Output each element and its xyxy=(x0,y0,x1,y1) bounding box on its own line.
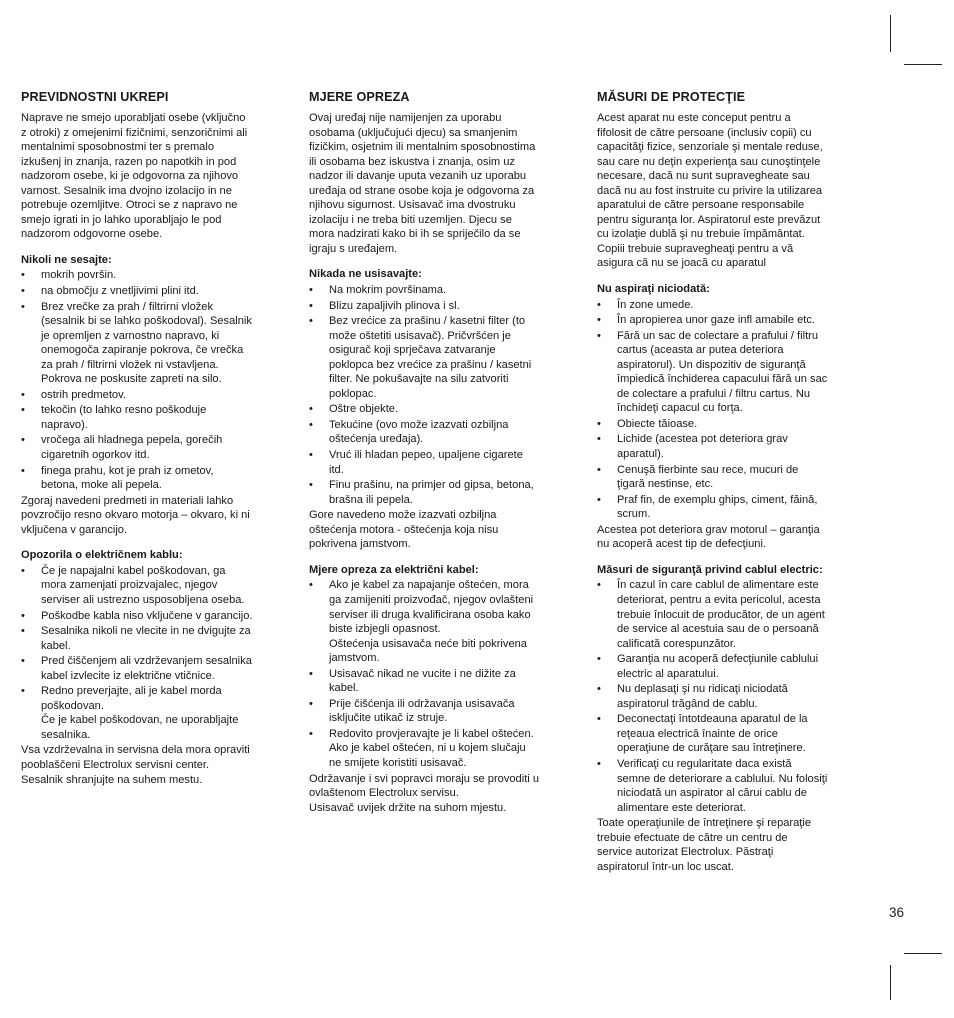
text-line: dacă nu au fost instruite cu privire la utilizarea xyxy=(597,184,823,197)
text-line: itd. xyxy=(329,463,344,476)
text-line: smejo igrati in jo lahko uporabljajo le pod xyxy=(21,213,222,226)
list-item xyxy=(21,268,283,283)
text-line: trebuie înlocuit de producător, de un agent xyxy=(617,608,825,621)
text-line: operaţiune de curăţare sau întreţinere. xyxy=(617,742,806,755)
text-line: filter. Ne pokušavajte na silu zatvoriti xyxy=(329,373,509,386)
text-line: ovlaštenom Electrolux servisu. xyxy=(309,787,459,800)
subsection-heading: Măsuri de siguranţă privind cablul electric: xyxy=(597,563,823,576)
text-line: • Verificaţi cu regularitate daca există xyxy=(617,757,792,770)
text-line: pokrivena jamstvom. xyxy=(309,538,411,551)
text-line: de colectare a prafului / filtru cartus. Nu xyxy=(617,387,810,400)
text-line: igraju s uređajem. xyxy=(309,242,398,255)
text-line: cu izolaţie dublă şi nu trebuie împământat. xyxy=(597,228,805,241)
note-paragraph xyxy=(21,743,283,787)
list-item xyxy=(309,727,571,771)
text-line: • Finu prašinu, na primjer od gipsa, betona, xyxy=(329,479,534,492)
text-line: poklopac. xyxy=(329,387,377,400)
list-item xyxy=(597,432,859,461)
list-item xyxy=(21,684,283,742)
text-line: kabel. xyxy=(41,639,71,652)
text-line: osobama (uključujući djecu) sa smanjenim xyxy=(309,126,518,139)
text-line: de service al acestuia sau de o persoană xyxy=(617,623,819,636)
list-item xyxy=(309,299,571,314)
text-line: trebuie efectuate de către un centru de xyxy=(597,831,788,844)
text-line: alimentare este deteriorat. xyxy=(617,801,746,814)
intro-paragraph xyxy=(597,111,859,271)
text-line: • Praf fin, de exemplu ghips, ciment, făină, xyxy=(617,493,818,506)
text-line: kabel. xyxy=(329,682,359,695)
text-line: njihovu sigurnost. Usisavač ima dvostruku xyxy=(309,199,516,212)
text-line: • Sesalnika nikoli ne vlecite in ne dvigujte za xyxy=(41,625,251,638)
text-line: • Fără un sac de colectare a prafului / filtru xyxy=(617,329,819,342)
note-paragraph xyxy=(21,494,283,538)
text-line: kabel izvlecite iz električne vtičnice. xyxy=(41,669,215,682)
text-line: • mokrih površin. xyxy=(41,269,117,282)
crop-mark-bottom-horizontal xyxy=(904,953,942,954)
list-item xyxy=(309,283,571,298)
text-line: • Vruć ili hladan pepeo, upaljene cigarete xyxy=(329,449,523,462)
text-line: aspiratorul într-un loc uscat. xyxy=(597,860,734,873)
text-line: • Poškodbe kabla niso vključene v garancijo. xyxy=(41,609,253,622)
list-item xyxy=(309,478,571,507)
text-line: biste izbjegli opasnost. xyxy=(329,623,441,636)
note-paragraph xyxy=(597,816,859,874)
text-line: uređaja od strane osobe koja je odgovorna za xyxy=(309,184,535,197)
subsection-heading: Nu aspiraţi niciodată: xyxy=(597,283,710,296)
text-line: • Prije čišćenja ili održavanja usisavača xyxy=(329,697,515,710)
text-line: Naprave ne smejo uporabljati osebe (vključno xyxy=(21,112,246,124)
note-paragraph xyxy=(597,523,859,552)
text-line: • Blizu zapaljivih plinova i sl. xyxy=(329,299,460,312)
list-item xyxy=(21,564,283,608)
text-line: • finega prahu, kot je prah iz ometov, xyxy=(41,464,214,477)
page-number: 36 xyxy=(889,905,905,920)
text-line: mentalnimi sposobnostmi ter s premalo xyxy=(21,141,214,154)
list-item xyxy=(21,624,283,653)
bullet-list xyxy=(597,578,859,815)
text-line: mora nadzirati kako bi ih se spriječilo da se xyxy=(309,228,521,241)
text-line: • Brez vrečke za prah / filtrirni vložek xyxy=(41,300,214,313)
text-line: • Tekućine (ovo može izazvati ozbiljna xyxy=(329,418,509,431)
text-line: z otroki) z omejenimi fizičnimi, senzoričnimi ali xyxy=(21,126,248,139)
section-title: MJERE OPREZA xyxy=(309,90,410,104)
text-line: mora zamenjati proizvajalec, njegov xyxy=(41,579,218,592)
list-item xyxy=(309,667,571,696)
text-line: • În cazul în care cablul de alimentare este xyxy=(617,579,819,592)
text-line: • Bez vrećice za prašinu / kasetni filter (to xyxy=(329,315,526,328)
text-line: ne smijete koristiti usisavač. xyxy=(329,756,467,769)
text-line: Vsa vzdrževalna in servisna dela mora opraviti xyxy=(21,744,250,757)
list-item xyxy=(309,402,571,417)
list-item xyxy=(309,418,571,447)
text-line: ili osobama bez iskustva i znanja, osim uz xyxy=(309,155,515,168)
list-item xyxy=(597,417,859,432)
crop-mark-top-horizontal xyxy=(904,64,942,65)
text-line: isključite utikač iz struje. xyxy=(329,712,448,725)
text-line: brašna ili pepela. xyxy=(329,493,413,506)
text-line: ga zamijeniti proizvođač, njegov ovlašteni xyxy=(329,593,534,606)
text-line: izkušenj in znanja, razen po napotkih in pod xyxy=(21,155,237,168)
text-line: nadzor ili davanje uputa vezanih uz uporabu xyxy=(309,170,527,183)
text-line: osigurač koji sprječava zatvaranje xyxy=(329,344,496,357)
text-line: Zgoraj navedeni predmeti in materiali lahko xyxy=(21,494,234,507)
list-item xyxy=(597,682,859,711)
text-line: aspiratorul). Un dispozitiv de siguranţă xyxy=(617,358,806,371)
text-line: • Cenuşă fierbinte sau rece, mucuri de xyxy=(617,463,799,476)
bullet-list xyxy=(597,298,859,522)
text-line: oštećenja motora - oštećenja koja nisu xyxy=(309,523,499,536)
text-line: onemogoča zapiranje pokrova, če vrečka xyxy=(41,344,244,357)
text-line: varnost. Sesalnik ima dvojno izolacijo in ne xyxy=(21,184,232,197)
list-item xyxy=(21,654,283,683)
spacer xyxy=(597,552,859,563)
list-item xyxy=(597,578,859,651)
text-line: cartus (aceasta ar putea deteriora xyxy=(617,344,784,357)
list-item xyxy=(21,464,283,493)
list-item xyxy=(597,298,859,313)
text-line: • Ako je kabel za napajanje oštećen, mora xyxy=(329,579,529,592)
text-line: semne de deteriorare a cablului. Nu folosiţi xyxy=(617,772,828,785)
bullet-list xyxy=(21,268,283,492)
spacer xyxy=(309,552,571,563)
column-slovenian xyxy=(21,90,283,787)
list-item xyxy=(21,403,283,432)
note-paragraph xyxy=(309,772,571,816)
text-line: • na območju z vnetljivimi plini itd. xyxy=(41,285,199,298)
text-line: pentru siguranţa lor. Aspiratorul este prevăzut xyxy=(597,213,821,226)
text-line: • Na mokrim površinama. xyxy=(329,284,447,297)
intro-paragraph xyxy=(21,111,283,242)
bullet-list xyxy=(309,283,571,507)
text-line: Acestea pot deteriora grav motorul – garanţia xyxy=(597,523,820,536)
text-line: • Če je napajalni kabel poškodovan, ga xyxy=(41,564,226,577)
spacer xyxy=(597,271,859,282)
text-line: za prah / filtrirni vložek ni vstavljena. xyxy=(41,358,219,371)
text-line: sau care nu deţin experienţa sau cunoştinţele xyxy=(597,155,821,168)
list-item xyxy=(21,609,283,624)
text-line: Pokrova ne poskusite zapreti na silo. xyxy=(41,373,222,386)
text-line: fifolosit de către persoane (inclusiv copii) cu xyxy=(597,126,812,139)
text-line: jamstvom. xyxy=(329,652,380,665)
text-line: Usisavač uvijek držite na suhom mjestu. xyxy=(309,801,507,814)
text-line: Acest aparat nu este conceput pentru a xyxy=(597,112,791,124)
text-line: Toate operaţiunile de întreţinere şi reparaţie xyxy=(597,817,811,830)
text-line: povzročijo resno okvaro motorja – okvaro, ki ni xyxy=(21,509,250,522)
text-line: • În apropierea unor gaze infl amabile etc. xyxy=(617,314,815,327)
list-item xyxy=(597,329,859,416)
text-line: nadzorom osebe, ki je odgovorna za njihovo xyxy=(21,170,239,183)
text-line: izolaciju i ne treba biti uzemljen. Djecu se xyxy=(309,213,512,226)
text-line: • Obiecte tăioase. xyxy=(617,417,698,430)
text-line: oštećenja uređaja). xyxy=(329,433,424,446)
text-line: reţeaua electrică înainte de orice xyxy=(617,727,778,740)
text-line: napravo). xyxy=(41,418,88,431)
text-line: nu acoperă acest tip de defecţiuni. xyxy=(597,538,766,551)
text-line: • vročega ali hladnega pepela, gorečih xyxy=(41,434,223,447)
text-line: (sesalnik bi se lahko poškodoval). Sesalnik xyxy=(41,315,252,328)
text-line: ţigară nestinse, etc. xyxy=(617,478,714,491)
list-item xyxy=(309,314,571,401)
text-line: • Pred čiščenjem ali vzdrževanjem sesalnika xyxy=(41,655,252,668)
text-line: • Usisavač nikad ne vucite i ne dižite za xyxy=(329,667,516,680)
text-line: • Redno preverjajte, ali je kabel morda xyxy=(41,685,222,698)
text-line: calificată corespunzător. xyxy=(617,637,737,650)
list-item xyxy=(21,284,283,299)
text-line: aspiratorul trăgând de cablu. xyxy=(617,697,758,710)
text-line: împiedică închiderea capacului fără un sac xyxy=(617,373,828,386)
text-line: asigura că nu se joacă cu aparatul xyxy=(597,257,766,270)
text-line: capacităţi fizice, senzoriale şi mentale reduse, xyxy=(597,141,823,154)
text-line: • tekočin (to lahko resno poškoduje xyxy=(41,404,207,417)
text-line: • Nu deplasaţi şi nu ridicaţi niciodată xyxy=(617,683,788,696)
text-line: • În zone umede. xyxy=(617,298,694,311)
text-line: Oštećenja usisavača neće biti pokrivena xyxy=(329,637,527,650)
text-line: închideţi capacul cu forţa. xyxy=(617,402,743,415)
spacer xyxy=(21,537,283,548)
text-line: pooblaščeni Electrolux servisni center. xyxy=(21,758,210,771)
column-romanian xyxy=(597,90,859,874)
text-line: • Redovito provjeravajte je li kabel oštećen. xyxy=(329,727,534,740)
text-line: • Lichide (acestea pot deteriora grav xyxy=(617,433,788,446)
list-item xyxy=(21,388,283,403)
text-line: cigaretnih ogorkov itd. xyxy=(41,449,150,462)
text-line: potrebuje ozemljitve. Otroci se z napravo ne xyxy=(21,199,238,212)
column-croatian xyxy=(309,90,571,815)
text-line: nadzorom odgovorne osebe. xyxy=(21,228,163,241)
list-item xyxy=(597,493,859,522)
list-item xyxy=(597,463,859,492)
subsection-heading: Opozorila o električnem kablu: xyxy=(21,549,183,562)
intro-paragraph xyxy=(309,111,571,256)
spacer xyxy=(309,256,571,267)
note-paragraph xyxy=(309,508,571,552)
text-line: • Garanţia nu acoperă defecţiunile cablului xyxy=(617,653,819,666)
bullet-list xyxy=(309,578,571,770)
text-line: Gore navedeno može izazvati ozbiljna xyxy=(309,509,497,522)
text-line: poškodovan. xyxy=(41,699,104,712)
text-line: • Oštre objekte. xyxy=(329,403,399,416)
text-line: vključena v garancijo. xyxy=(21,523,128,536)
text-line: fizičkim, osjetnim ili mentalnim sposobnostima xyxy=(309,141,536,154)
text-line: Če je kabel poškodovan, ne uporabljajte xyxy=(41,714,239,727)
text-line: Copiii trebuie supravegheaţi pentru a vă xyxy=(597,242,794,255)
list-item xyxy=(309,578,571,665)
subsection-heading: Nikada ne usisavajte: xyxy=(309,268,422,281)
list-item xyxy=(309,697,571,726)
subsection-heading: Mjere opreza za električni kabel: xyxy=(309,563,479,576)
crop-mark-top-vertical xyxy=(890,15,891,52)
text-line: serviser ali ustrezno usposobljena oseba. xyxy=(41,593,245,606)
text-line: je opremljen z varnostno napravo, ki xyxy=(41,329,220,342)
text-line: scrum. xyxy=(617,508,651,521)
list-item xyxy=(597,712,859,756)
text-line: aparatului de către persoane responsabile xyxy=(597,199,805,212)
list-item xyxy=(309,448,571,477)
section-title: MĂSURI DE PROTECŢIE xyxy=(597,90,746,104)
crop-mark-bottom-vertical xyxy=(890,965,891,1000)
list-item xyxy=(597,757,859,815)
text-line: može oštetiti usisavač). Pričvršćen je xyxy=(329,329,511,342)
text-line: Održavanje i svi popravci moraju se provoditi u xyxy=(309,772,539,785)
text-line: • Deconectaţi întotdeauna aparatul de la xyxy=(617,713,808,726)
bullet-list xyxy=(21,564,283,743)
text-line: electric al aparatului. xyxy=(617,667,719,680)
text-line: sesalnika. xyxy=(41,728,91,741)
text-line: niciodată un aspirator al cărui cablu de xyxy=(617,787,807,800)
text-line: deteriorat, pentru a evita pericolul, acesta xyxy=(617,593,821,606)
text-line: Ako je kabel oštećen, ni u kojem slučaju xyxy=(329,742,526,755)
list-item xyxy=(21,300,283,387)
section-title: PREVIDNOSTNI UKREPI xyxy=(21,90,169,104)
text-line: poklopca bez vrećice za prašinu / kasetni xyxy=(329,358,532,371)
text-line: aparatul). xyxy=(617,448,664,461)
text-line: service autorizat Electrolux. Păstraţi xyxy=(597,846,774,859)
text-line: serviser ili druga kvalificirana osoba kako xyxy=(329,608,531,621)
text-line: necesare, dacă nu sunt supravegheate sau xyxy=(597,170,810,183)
subsection-heading: Nikoli ne sesajte: xyxy=(21,253,112,266)
text-line: • ostrih predmetov. xyxy=(41,388,126,401)
list-item xyxy=(597,313,859,328)
spacer xyxy=(21,242,283,253)
list-item xyxy=(597,652,859,681)
text-line: Sesalnik shranjujte na suhem mestu. xyxy=(21,773,203,786)
text-line: Ovaj uređaj nije namijenjen za uporabu xyxy=(309,112,502,124)
list-item xyxy=(21,433,283,462)
text-line: betona, moke ali pepela. xyxy=(41,479,162,492)
